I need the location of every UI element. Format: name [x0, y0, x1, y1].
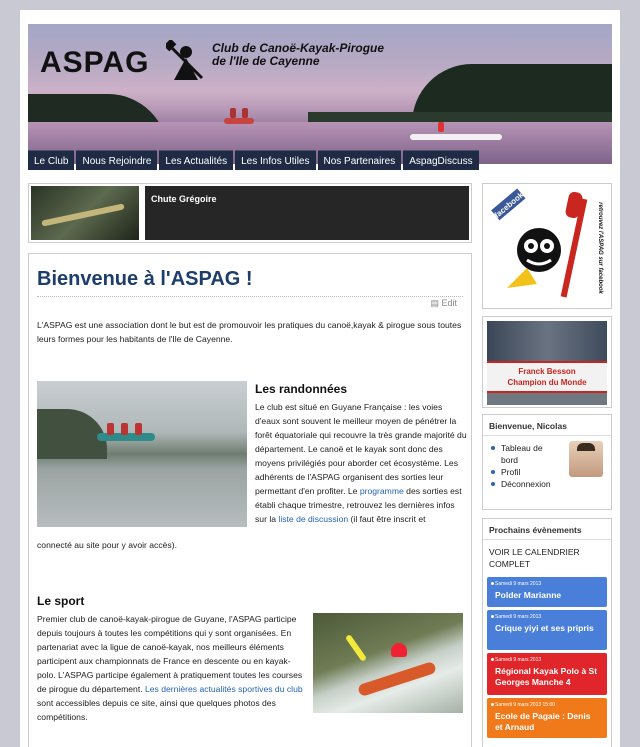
- nav-item-nous-rejoindre[interactable]: Nous Rejoindre: [76, 150, 157, 170]
- site-logo-text[interactable]: ASPAG: [40, 46, 150, 79]
- randonnees-tail: connecté au site pour y avoir accès).: [37, 540, 177, 550]
- header-banner: [28, 24, 612, 164]
- facebook-caption: retrouvez l'ASPAG sur facebook: [597, 202, 603, 294]
- nav-item-le-club[interactable]: Le Club: [28, 150, 74, 170]
- nav-item-infos-utiles[interactable]: Les Infos Utiles: [235, 150, 315, 170]
- event-date: Samedi 9 mars 2013: [495, 614, 542, 620]
- banner-canoe: [224, 118, 254, 124]
- sport-paragraph: [37, 612, 307, 724]
- banner-paddler: [242, 108, 248, 118]
- main-content: [28, 253, 472, 747]
- avatar: [569, 441, 603, 477]
- calendar-link[interactable]: VOIR LE CALENDRIER COMPLET: [489, 547, 580, 569]
- sport-text2: sont accessibles depuis ce site, ainsi que quelques photos des compétitions.: [37, 698, 276, 722]
- events-title: Prochains évènements: [483, 519, 611, 540]
- sport-photo: [313, 613, 463, 713]
- discussion-list-link[interactable]: liste de discussion: [278, 514, 349, 524]
- sport-text1: Premier club de canoë-kayak-pirogue de Guyane, l'ASPAG participe depuis toujours à toutes les compétitions qui y sont organisées. En partenariat avec la ligue de canoë-kayak, nos meilleurs éléments participent aux championnats de France en descente ou en kayak-polo. L'ASPAG participe également à pratiquement toutes les courses de pirogue du département.: [37, 614, 303, 694]
- kayaker-emblem-icon: [166, 40, 206, 84]
- photo-helmet: [391, 643, 407, 657]
- events-box: [482, 518, 612, 747]
- banner-shore: [308, 112, 612, 122]
- sport-news-link[interactable]: Les dernières actualités sportives du club: [144, 684, 303, 694]
- event-item[interactable]: [487, 653, 607, 695]
- sport-heading: Le sport: [37, 594, 85, 608]
- photo-paddle: [345, 634, 367, 662]
- randonnees-heading: Les randonnées: [255, 382, 348, 396]
- champion-photo-bottom: [487, 393, 607, 405]
- event-title[interactable]: Polder Marianne: [495, 590, 562, 600]
- nav-item-aspagdiscuss[interactable]: AspagDiscuss: [403, 150, 478, 170]
- profile-link[interactable]: Profil: [491, 466, 611, 478]
- photo-slideshow[interactable]: [28, 183, 472, 243]
- intro-paragraph: L'ASPAG est une association dont le but est de promouvoir les pratiques du canoë,kayak & pirogue sous toutes leurs formes pour les habitants de l'Ile de Cayenne.: [37, 320, 462, 344]
- main-nav: [28, 150, 479, 172]
- randonnees-text1: Le club est situé en Guyane Française : les voies d'eaux sont souvent le meilleur moyen de pénétrer la forêt équatoriale qui recouvre la très grande majorité du département. Le canoë et le kayak sont donc des moyens privilégiés pour aborder cet écosystème. Les adhérents de l'ASPAG organisent des sorties leur permettant d'en profiter. Le: [255, 402, 467, 496]
- thumbnail-snake: [41, 203, 124, 226]
- banner-kayaker: [438, 122, 444, 132]
- club-name: [212, 42, 384, 68]
- facebook-mascot-icon[interactable]: [487, 188, 607, 304]
- edit-label[interactable]: Edit: [441, 298, 457, 308]
- event-title[interactable]: Ecole de Pagaie : Denis et Arnaud: [495, 711, 591, 732]
- nav-item-partenaires[interactable]: Nos Partenaires: [318, 150, 402, 170]
- champion-title: Champion du Monde: [507, 378, 587, 387]
- slideshow-thumbnail[interactable]: [31, 186, 139, 240]
- champion-banner[interactable]: [482, 316, 612, 408]
- randonnees-photo: [37, 381, 247, 527]
- event-date: Samedi 9 mars 2013: [495, 581, 542, 587]
- title-divider: [37, 296, 463, 297]
- photo-kayak: [357, 661, 437, 697]
- randonnees-text2: des sorties est établi chaque trimestre, retrouvez les dernières infos sur la: [255, 486, 462, 524]
- club-name-line1: Club de Canoë-Kayak-Pirogue: [212, 41, 385, 55]
- page: [20, 10, 620, 747]
- facebook-widget[interactable]: [482, 183, 612, 309]
- champion-photo: [487, 321, 607, 361]
- randonnees-paragraph: [255, 400, 467, 526]
- event-item[interactable]: [487, 610, 607, 650]
- event-item[interactable]: [487, 698, 607, 738]
- photo-paddler: [135, 423, 142, 435]
- event-item[interactable]: [487, 577, 607, 607]
- photo-trees: [37, 409, 107, 459]
- nav-item-actualites[interactable]: Les Actualités: [159, 150, 233, 170]
- welcome-title: Bienvenue, Nicolas: [483, 415, 611, 436]
- event-date: Samedi 9 mars 2013 15:00: [495, 702, 556, 708]
- champion-name: Franck Besson: [518, 367, 576, 376]
- club-name-line2: de l'Ile de Cayenne: [212, 54, 320, 68]
- facebook-badge-text: facebook: [492, 190, 526, 220]
- dashboard-link[interactable]: Tableau de bord: [491, 442, 551, 466]
- event-date: Samedi 9 mars 2013: [495, 657, 542, 663]
- logout-link[interactable]: Déconnexion: [491, 478, 611, 490]
- photo-paddler: [107, 423, 114, 435]
- edit-link[interactable]: ▤ Edit: [430, 298, 457, 308]
- programme-link[interactable]: programme: [359, 486, 404, 496]
- banner-paddler: [230, 108, 236, 118]
- event-title[interactable]: Crique yiyi et ses pripris: [495, 623, 594, 633]
- slideshow-caption: Chute Grégoire: [145, 186, 469, 240]
- champion-caption: [487, 361, 607, 393]
- randonnees-text3: (il faut être inscrit et: [348, 514, 426, 524]
- event-title[interactable]: Régional Kayak Polo à St Georges Manche 4: [495, 666, 598, 687]
- page-title: Bienvenue à l'ASPAG !: [37, 268, 253, 290]
- photo-paddler: [121, 423, 128, 435]
- banner-kayak: [410, 134, 502, 140]
- welcome-box: [482, 414, 612, 510]
